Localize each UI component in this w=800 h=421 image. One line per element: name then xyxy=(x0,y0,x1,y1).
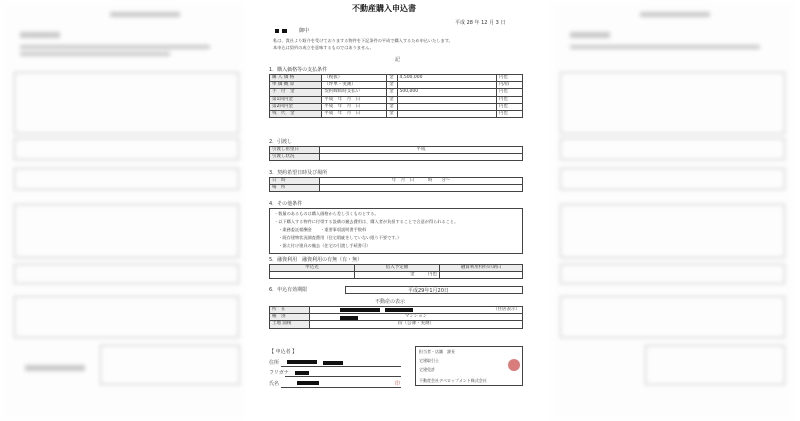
agent-label: 宅建免許 xyxy=(419,367,435,372)
table-row: 手 付 金 契約締結時支払い 金 500,000 円也 xyxy=(270,89,523,96)
table-row: 購 入 価 格 （税抜） 金 4,500,000 円也 xyxy=(270,75,523,82)
ki-marker: 記 xyxy=(395,57,401,63)
applicant-name-label: 氏名 xyxy=(269,381,280,387)
blurred-page-right xyxy=(550,0,795,421)
agent-stamp-box xyxy=(415,346,523,386)
seal-stamp-icon xyxy=(508,359,520,371)
applicant-address-label: 住所 xyxy=(269,360,280,366)
price-table xyxy=(269,74,523,118)
table-row: 土地 面積 ㎡（公簿・実測） xyxy=(270,321,523,328)
document-title: 不動産購入申込書 xyxy=(352,4,416,13)
addressee: 御中 xyxy=(299,28,310,34)
condition-line: ・据え付け建具の撤去（住宅の引渡し手続書可） xyxy=(274,243,371,248)
document-date: 平成 28 年 12 月 3 日 xyxy=(455,20,506,26)
applicant-furigana-line xyxy=(285,376,401,377)
redacted-name xyxy=(295,371,309,375)
section-4-heading: 4．その他条件 xyxy=(269,201,303,207)
section-2-heading: 2．引渡し xyxy=(269,139,293,145)
redacted-address xyxy=(287,360,317,364)
validity-box xyxy=(345,286,523,294)
redacted-property xyxy=(340,316,358,320)
intro-note: 本申込は契約の成立を意味するものではありません。 xyxy=(273,45,374,50)
agent-company: 不動産会社デベロップメント株式会社 xyxy=(419,378,487,383)
validity-date: 平成29年1月20日 xyxy=(408,288,449,294)
table-row: 所 在 （住居表示） xyxy=(270,307,523,314)
property-heading: 不動産の表示 xyxy=(375,299,406,305)
condition-line: ・業務委託報酬金 ・重要事項説明書手数料 xyxy=(274,227,367,232)
table-row: 第2回内金 平成 年 月 日 金 円也 xyxy=(270,103,523,110)
applicant-seal: 印 xyxy=(395,381,401,387)
conditions-box xyxy=(269,208,523,254)
blurred-page-left xyxy=(0,0,245,421)
section-5-heading: 5．融資利用 融資利用の有無（有・無） xyxy=(269,257,363,263)
condition-line: ・以下購入する物件に付帯する設備の撤去費用は、購入者が負担することで合意が得られること。 xyxy=(274,219,459,224)
table-row: 種 別 マンション xyxy=(270,314,523,321)
table-row: 引渡し状況 xyxy=(270,154,523,161)
section-1-heading: 1．購入価格等の支払条件 xyxy=(269,67,328,73)
section-6-heading: 6．申込有効期限 xyxy=(269,287,308,293)
applicant-address-line xyxy=(281,366,401,367)
redacted-address xyxy=(323,361,343,365)
table-row: 単 価 概 算 （坪単・実測） 金 円/㎡ xyxy=(270,82,523,89)
table-row: 金 円也 xyxy=(270,272,523,279)
section-3-heading: 3．契約希望日時及び場所 xyxy=(269,170,328,176)
redacted-name xyxy=(297,381,319,385)
loan-table xyxy=(269,264,523,279)
condition-line: ・既存建物状況調査費用（住宅瑕疵をしていない限り不要です。） xyxy=(274,235,402,240)
purchase-application-document xyxy=(255,0,545,421)
redacted-name xyxy=(282,29,287,33)
intro-text: 私は、貴社より紹介を受けておりまする物件を下記条件の平成で購入するため申込いたします。 xyxy=(273,38,453,43)
handover-table xyxy=(269,146,523,161)
redacted-address xyxy=(340,308,380,312)
agent-label: 宅建取引士 xyxy=(419,358,439,363)
table-row: 残 代 金 平成 年 月 日 金 円也 xyxy=(270,110,523,117)
contract-table xyxy=(269,177,523,192)
agent-label: 担当者・店舗 課長 xyxy=(419,349,455,354)
table-row: 引渡し希望日 平成 xyxy=(270,147,523,154)
redacted-name xyxy=(275,29,279,33)
table-row: 場 所 xyxy=(270,185,523,192)
condition-line: ・数量のあるものは購入価格から差し引くものとする。 xyxy=(274,211,379,216)
table-row: 申込先 借入予定額 融資利用特約の期日 xyxy=(270,265,523,272)
applicant-name-line xyxy=(281,387,401,388)
table-row: 第1回内金 平成 年 月 日 金 円也 xyxy=(270,96,523,103)
applicant-furigana-label: フリガナ xyxy=(269,370,289,376)
table-row: 日 時 年 月 日 時 分～ xyxy=(270,178,523,185)
applicant-heading: 【 申込者 】 xyxy=(269,349,298,355)
redacted-address xyxy=(385,308,413,312)
